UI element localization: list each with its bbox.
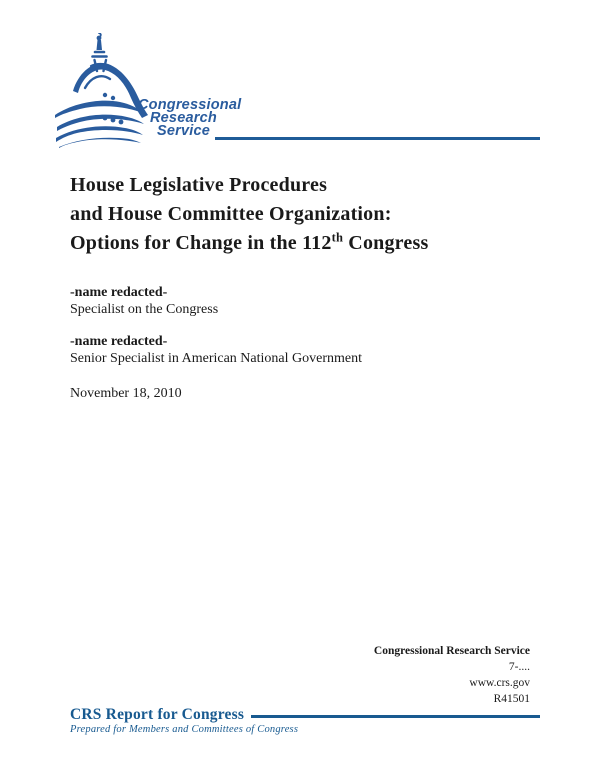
author-2-name: -name redacted-: [70, 334, 168, 349]
wordmark-line-1: Congressional: [138, 97, 242, 113]
footer-banner-rule: [251, 715, 540, 718]
footer-report-number: R41501: [493, 693, 530, 705]
author-1-role: Specialist on the Congress: [70, 302, 219, 317]
title-line-3-text: Options for Change in the 112: [70, 232, 332, 254]
author-1-name: -name redacted-: [70, 285, 168, 300]
title-line-3: [70, 229, 550, 258]
author-2-role: Senior Specialist in American National Government: [70, 351, 362, 366]
footer-org-name: Congressional Research Service: [373, 645, 530, 657]
footer-tagline: Prepared for Members and Committees of Congress: [70, 724, 299, 735]
title-line-2: and House Committee Organization:: [70, 203, 392, 225]
crs-logo-wordmark: [138, 99, 241, 138]
wordmark-line-2: Research: [150, 110, 217, 126]
footer-right-block: [374, 643, 530, 707]
title-line-3-tail: Congress: [343, 232, 429, 254]
masthead-rule: [215, 137, 540, 140]
title-ordinal-superscript: th: [331, 230, 344, 245]
footer-phone: 7-....: [508, 661, 530, 673]
footer-banner: [70, 706, 540, 724]
footer-website: www.crs.gov: [469, 677, 530, 689]
wordmark-line-3: Service: [157, 123, 210, 139]
title-line-1: House Legislative Procedures: [70, 174, 328, 196]
publication-date: November 18, 2010: [70, 386, 182, 401]
crs-report-banner: CRS Report for Congress: [70, 706, 245, 723]
report-title: [70, 171, 550, 258]
